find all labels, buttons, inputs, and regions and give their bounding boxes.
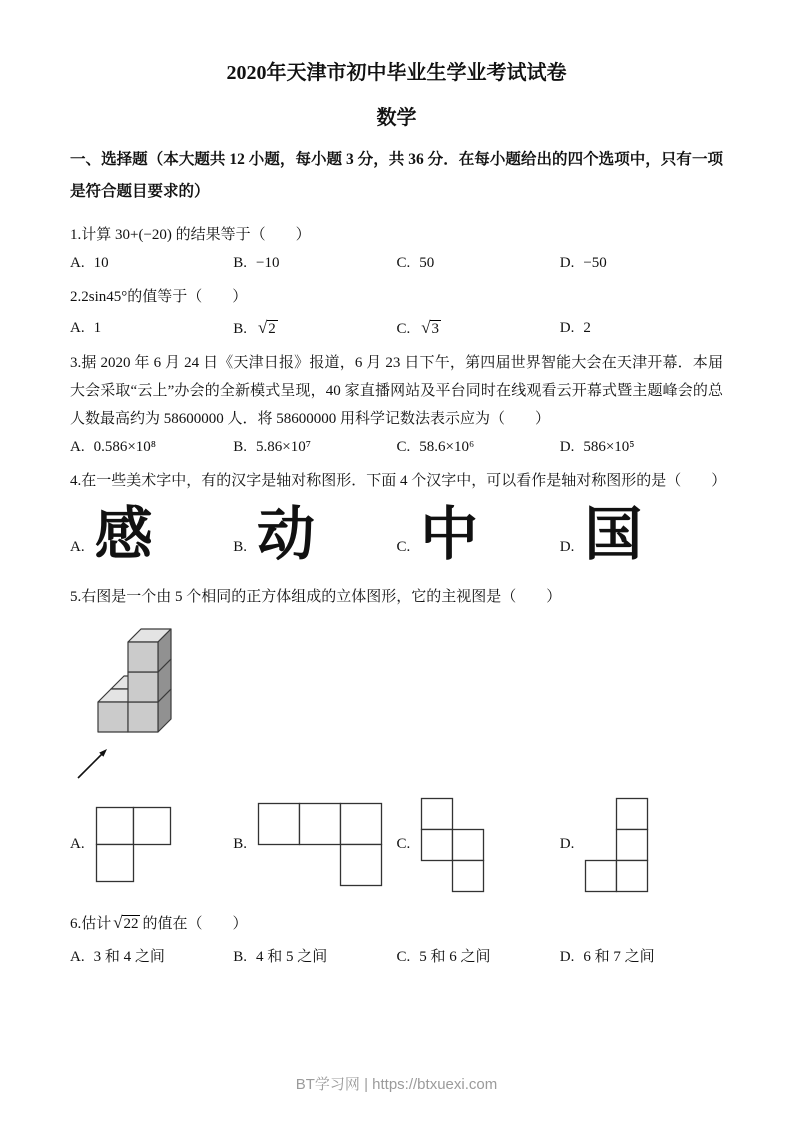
q3-option-a [70, 439, 233, 456]
question-6 [70, 907, 723, 966]
q3-option-c-label: C. [396, 439, 411, 456]
q6-stem-post: 的值在（ ） [142, 915, 248, 932]
q5-option-b-figure [257, 802, 383, 887]
radical-sign: √ [258, 318, 268, 338]
radical-sign: √ [421, 318, 431, 338]
q6-option-c [397, 945, 560, 966]
q4-option-b-char: 动 [257, 502, 316, 568]
q4-option-a [70, 502, 233, 568]
q1-option-c [397, 255, 560, 272]
q4-option-b [233, 502, 396, 568]
q1-option-c-label: C. [396, 255, 411, 272]
q4-option-d-label: D. [559, 539, 575, 556]
q1-option-a-label: A. [70, 255, 85, 272]
q1-option-a-text: 10 [93, 255, 109, 272]
q3-option-a-label: A. [70, 439, 85, 456]
sqrt-expression [421, 318, 441, 338]
q3-option-b [233, 439, 396, 456]
q6-option-a [70, 945, 233, 966]
q6-option-c-text: 5 和 6 之间 [419, 948, 491, 965]
q5-stem: 5.右图是一个由 5 个相同的正方体组成的立体图形，它的主视图是（ ） [70, 589, 562, 606]
question-2 [70, 284, 723, 338]
q6-option-a-text: 3 和 4 之间 [93, 948, 165, 965]
sqrt-expression [113, 912, 140, 932]
q6-option-a-label: A. [70, 948, 85, 965]
q1-stem: 1.计算 30+(−20) 的结果等于（ ） [70, 226, 311, 243]
q2-option-d-text: 2 [583, 319, 591, 336]
radical-sign: √ [113, 912, 123, 932]
q6-option-b-text: 4 和 5 之间 [256, 948, 328, 965]
q6-option-b [233, 945, 396, 966]
radicand: 3 [431, 321, 439, 338]
q4-option-a-label: A. [70, 539, 85, 556]
q6-option-d [560, 945, 723, 966]
q5-option-a-figure [95, 806, 172, 883]
q4-stem: 4.在一些美术字中，有的汉字是轴对称图形．下面 4 个汉字中，可以看作是轴对称图形的是（ ） [70, 473, 727, 490]
q1-option-b [233, 255, 396, 272]
q2-options [70, 318, 723, 338]
q2-option-b-label: B. [233, 321, 248, 338]
section-1-heading: 一、选择题（本大题共 12 小题，每小题 3 分，共 36 分．在每小题给出的四个选项中，只有一项是符合题目要求的） [70, 151, 723, 200]
q4-option-d [559, 502, 723, 568]
q6-option-d-label: D. [559, 948, 575, 965]
radicand: 2 [268, 321, 276, 338]
q1-option-d-label: D. [559, 255, 575, 272]
q4-option-c [396, 502, 560, 568]
q6-stem [70, 907, 723, 939]
q3-option-c [397, 439, 560, 456]
q5-option-b-label: B. [233, 836, 248, 853]
question-4 [70, 468, 727, 568]
q2-stem: 2.2sin45°的值等于（ ） [70, 289, 248, 306]
sqrt-expression [258, 318, 278, 338]
q2-option-c [397, 318, 560, 338]
q2-option-d [560, 320, 723, 337]
cube-figure [74, 618, 723, 791]
q1-option-b-text: −10 [256, 255, 280, 272]
q4-options [70, 502, 723, 568]
exam-subject: 数学 [376, 107, 417, 129]
q4-option-c-char: 中 [420, 502, 479, 568]
q6-option-d-text: 6 和 7 之间 [583, 948, 655, 965]
cube-figure-svg [74, 618, 176, 786]
q2-option-a [70, 320, 233, 337]
question-1 [70, 222, 723, 273]
q3-option-d-text: 586×10⁵ [583, 439, 635, 456]
q3-option-c-text: 58.6×10⁶ [419, 439, 475, 456]
q5-option-c-label: C. [396, 836, 411, 853]
radicand: 22 [123, 915, 139, 932]
q2-option-a-label: A. [70, 319, 85, 336]
q5-option-d-label: D. [559, 836, 575, 853]
q5-option-b [233, 802, 396, 887]
question-5 [70, 584, 723, 893]
q5-option-d [560, 797, 723, 893]
q3-option-b-text: 5.86×10⁷ [256, 439, 311, 456]
q1-option-d [560, 255, 723, 272]
q1-option-a [70, 255, 233, 272]
q1-option-b-label: B. [233, 255, 248, 272]
q1-option-c-text: 50 [419, 255, 435, 272]
q3-option-a-text: 0.586×10⁸ [93, 439, 157, 456]
site-watermark: BT学习网 | https://btxuexi.com [295, 1076, 498, 1093]
q2-option-d-label: D. [559, 319, 575, 336]
q3-option-d [560, 439, 723, 456]
q1-option-d-text: −50 [583, 255, 607, 272]
q5-options [70, 797, 723, 893]
q5-option-c [397, 797, 560, 893]
q2-option-b [233, 318, 396, 338]
q3-option-d-label: D. [559, 439, 575, 456]
q5-option-c-figure [420, 797, 485, 893]
q6-option-c-label: C. [396, 948, 411, 965]
exam-title: 2020年天津市初中毕业生学业考试试卷 [226, 62, 567, 84]
q6-stem-pre: 6.估计 [70, 915, 112, 932]
q5-option-a-label: A. [70, 836, 85, 853]
q5-option-d-figure [584, 797, 649, 893]
q4-option-c-label: C. [396, 539, 411, 556]
q3-stem: 3.据 2020 年 6 月 24 日《天津日报》报道，6 月 23 日下午，第四届世界智能大会在天津开幕．本届大会采取“云上”办会的全新模式呈现，40 家直播网站及平台同时在线观看云开幕式暨主题峰会的总人数最高约为 58600000 人．将 58600000 用科学记数法表示应为（ ） [70, 355, 723, 427]
q3-option-b-label: B. [233, 439, 248, 456]
q4-option-d-char: 国 [584, 502, 643, 568]
q2-option-a-text: 1 [93, 319, 102, 336]
q2-option-c-label: C. [396, 321, 411, 338]
q5-option-a [70, 806, 233, 883]
q3-options [70, 439, 723, 456]
q4-option-a-char: 感 [94, 502, 153, 568]
q4-option-b-label: B. [233, 539, 248, 556]
view-direction-arrow [78, 749, 107, 778]
q6-option-b-label: B. [233, 948, 248, 965]
q6-options [70, 945, 723, 966]
q1-options [70, 255, 723, 272]
question-3 [70, 350, 723, 456]
